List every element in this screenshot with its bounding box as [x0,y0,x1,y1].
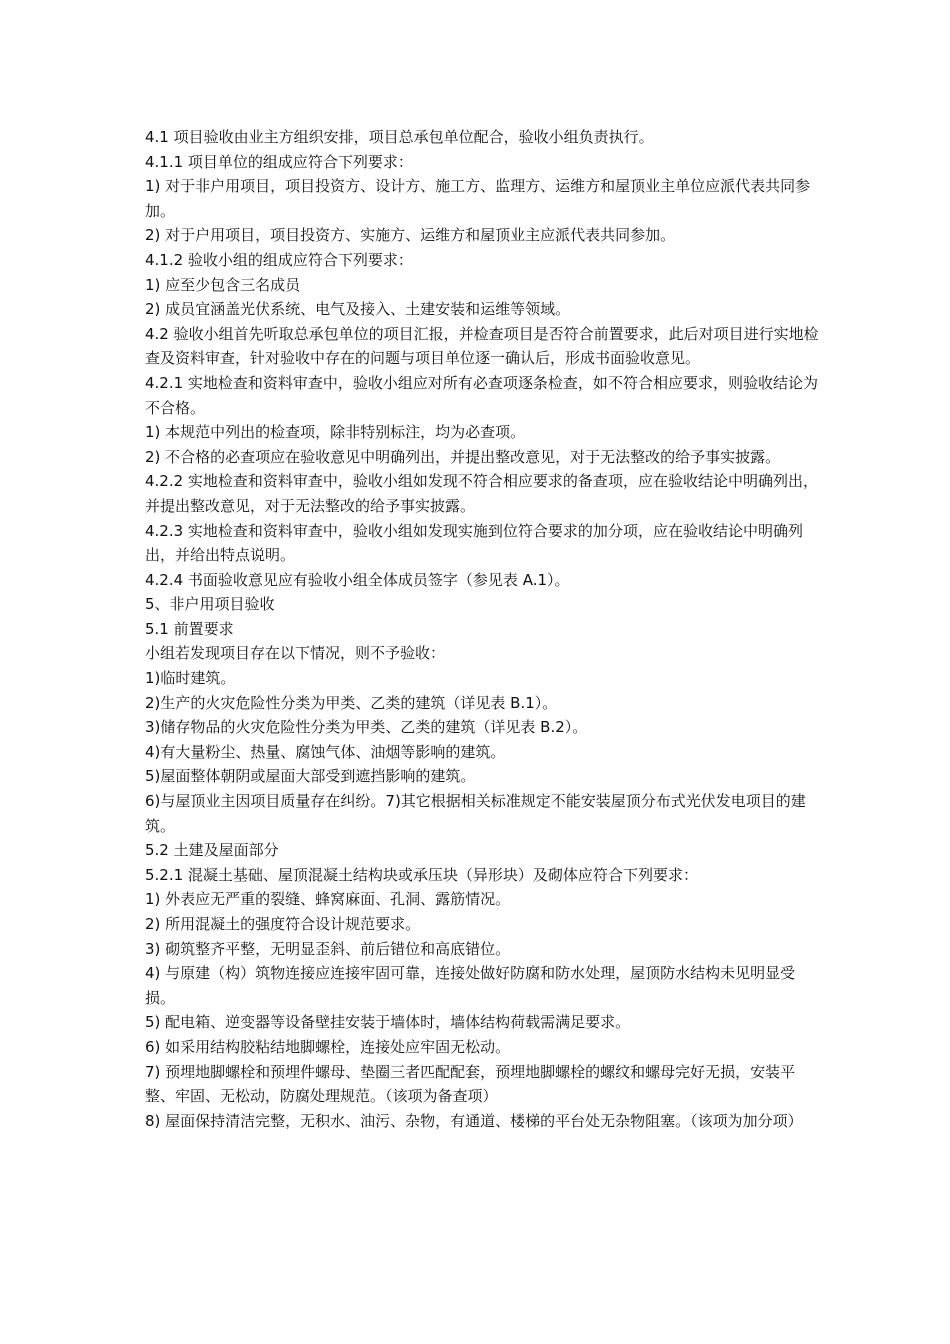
list-item: 2) 不合格的必查项应在验收意见中明确列出，并提出整改意见，对于无法整改的给予事实披露。 [145,447,781,466]
list-item: 1) 对于非户用项目，项目投资方、设计方、施工方、监理方、运维方和屋顶业主单位应派代表共同参加。 [145,177,811,220]
section-4-2-3: 4.2.3 实地检查和资料审查中，验收小组如发现实施到位符合要求的加分项，应在验收结论中明确列出，并给出特点说明。 [145,521,803,565]
list-item: 4) 与原建（构）筑物连接应连接牢固可靠，连接处做好防腐和防水处理，屋顶防水结构未见明显受损。 [145,964,796,1007]
section-5-1-heading: 5.1 前置要求 [145,619,234,638]
paragraph: 小组若发现项目存在以下情况，则不予验收： [145,644,446,663]
document-body [145,125,820,1133]
list-item: 2) 成员宜涵盖光伏系统、电气及接入、土建安装和运维等领域。 [145,300,571,319]
list-item: 5)屋面整体朝阴或屋面大部受到遮挡影响的建筑。 [145,767,476,786]
section-4-2: 4.2 验收小组首先听取总承包单位的项目汇报，并检查项目是否符合前置要求，此后对项目进行实地检查及资料审查，针对验收中存在的问题与项目单位逐一确认后，形成书面验收意见。 [145,324,819,368]
list-item: 5) 配电箱、逆变器等设备壁挂安装于墙体时，墙体结构荷载需满足要求。 [145,1013,631,1032]
section-4-2-1: 4.2.1 实地检查和资料审查中，验收小组应对所有必查项逐条检查，如不符合相应要求，则验收结论为不合格。 [145,373,818,417]
list-item: 6) 如采用结构胶粘结地脚螺栓，连接处应牢固无松动。 [145,1037,511,1056]
list-item: 8) 屋面保持清洁完整，无积水、油污、杂物，有通道、楼梯的平台处无杂物阻塞。（该项为加分项） [145,1111,803,1130]
section-4-1-1: 4.1.1 项目单位的组成应符合下列要求： [145,152,413,171]
list-item: 1) 应至少包含三名成员 [145,275,301,294]
section-4-2-4: 4.2.4 书面验收意见应有验收小组全体成员签字（参见表 A.1）。 [145,570,570,589]
list-item: 3)储存物品的火灾危险性分类为甲类、乙类的建筑（详见表 B.2）。 [145,718,588,737]
list-item: 3) 砌筑整齐平整，无明显歪斜、前后错位和高底错位。 [145,939,511,958]
list-item: 2)生产的火灾危险性分类为甲类、乙类的建筑（详见表 B.1）。 [145,693,558,712]
list-item: 1)临时建筑。 [145,669,236,688]
section-4-2-2: 4.2.2 实地检查和资料审查中，验收小组如发现不符合相应要求的备查项，应在验收结论中明确列出，并提出整改意见，对于无法整改的给予事实披露。 [145,472,818,515]
list-item: 1) 本规范中列出的检查项，除非特别标注，均为必查项。 [145,423,526,442]
list-item: 4)有大量粉尘、热量、腐蚀气体、油烟等影响的建筑。 [145,742,506,761]
list-item: 2) 所用混凝土的强度符合设计规范要求。 [145,915,421,933]
section-5-2-heading: 5.2 土建及屋面部分 [145,841,279,860]
list-item: 6)与屋顶业主因项目质量存在纠纷。7)其它根据相关标准规定不能安装屋顶分布式光伏发电项目的建筑。 [145,792,806,835]
section-5-heading: 5、非户用项目验收 [145,595,275,614]
section-4-1-2: 4.1.2 验收小组的组成应符合下列要求： [145,250,413,269]
section-5-2-1: 5.2.1 混凝土基础、屋顶混凝土结构块或承压块（异形块）及砌体应符合下列要求： [145,865,698,884]
list-item: 2) 对于户用项目，项目投资方、实施方、运维方和屋顶业主应派代表共同参加。 [145,226,676,245]
section-4-1: 4.1 项目验收由业主方组织安排，项目总承包单位配合，验收小组负责执行。 [145,128,654,146]
list-item: 7) 预埋地脚螺栓和预埋件螺母、垫圈三者匹配配套，预埋地脚螺栓的螺纹和螺母完好无损，安装平整、牢固、无松动，防腐处理规范。（该项为备查项） [145,1062,796,1106]
list-item: 1) 外表应无严重的裂缝、蜂窝麻面、孔洞、露筋情况。 [145,890,511,909]
